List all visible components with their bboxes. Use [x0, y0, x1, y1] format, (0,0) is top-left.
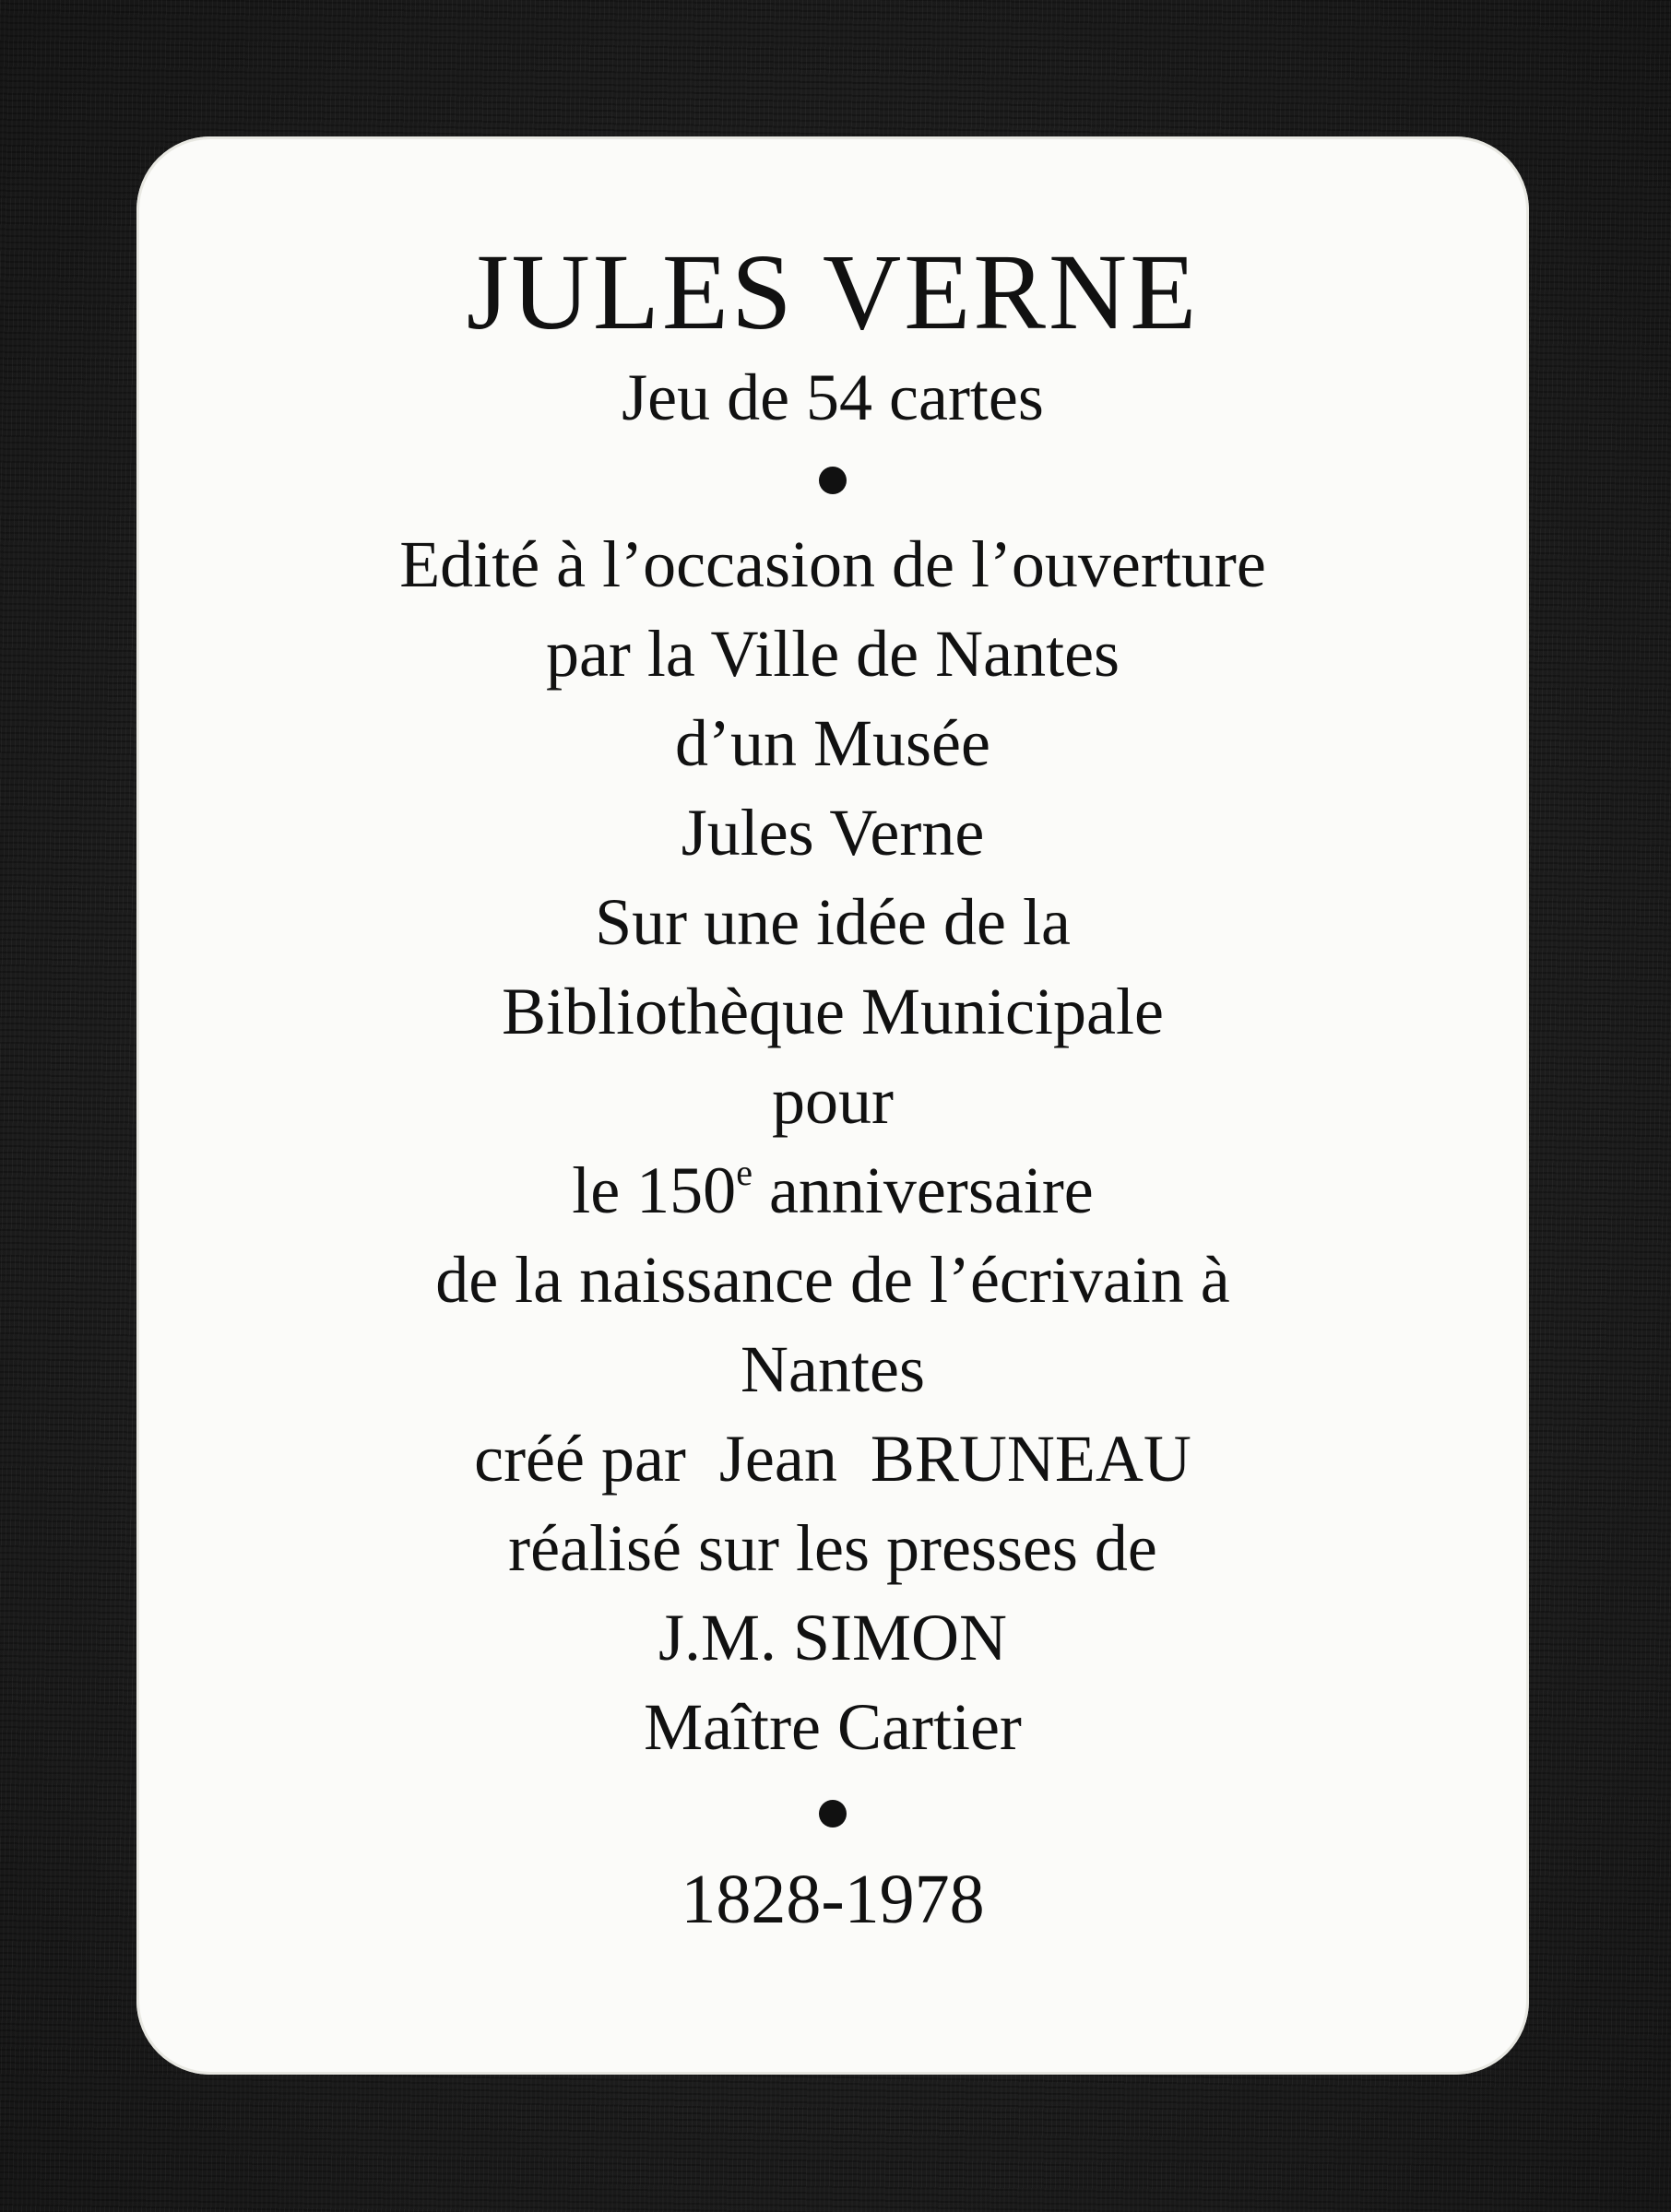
card-subtitle: Jeu de 54 cartes — [622, 361, 1044, 434]
anniversary-suffix: anniversaire — [752, 1153, 1094, 1227]
anniversary-superscript: e — [736, 1152, 753, 1193]
text-line: Bibliothèque Municipale — [502, 975, 1164, 1048]
text-line: réalisé sur les presses de — [508, 1511, 1157, 1585]
text-line: par la Ville de Nantes — [545, 617, 1120, 691]
text-line: d’un Musée — [675, 706, 990, 780]
text-line: Edité à l’occasion de l’ouverture — [399, 527, 1266, 601]
text-line: Jules Verne — [681, 796, 985, 869]
info-card — [136, 136, 1529, 2075]
card-title: JULES VERNE — [466, 231, 1200, 352]
bullet-divider-top — [819, 467, 847, 494]
text-line: Maître Cartier — [644, 1690, 1022, 1764]
year-range: 1828-1978 — [681, 1861, 985, 1938]
anniversary-line — [136, 1146, 1529, 1236]
text-line: pour — [772, 1064, 894, 1138]
bullet-divider-bottom — [819, 1800, 847, 1828]
text-line: Sur une idée de la — [595, 885, 1071, 959]
text-line: Nantes — [741, 1332, 925, 1406]
text-line: J.M. SIMON — [658, 1601, 1008, 1674]
text-line: de la naissance de l’écrivain à — [435, 1243, 1230, 1317]
text-line: créé par Jean BRUNEAU — [474, 1422, 1191, 1496]
anniversary-prefix: le 150 — [572, 1153, 737, 1227]
